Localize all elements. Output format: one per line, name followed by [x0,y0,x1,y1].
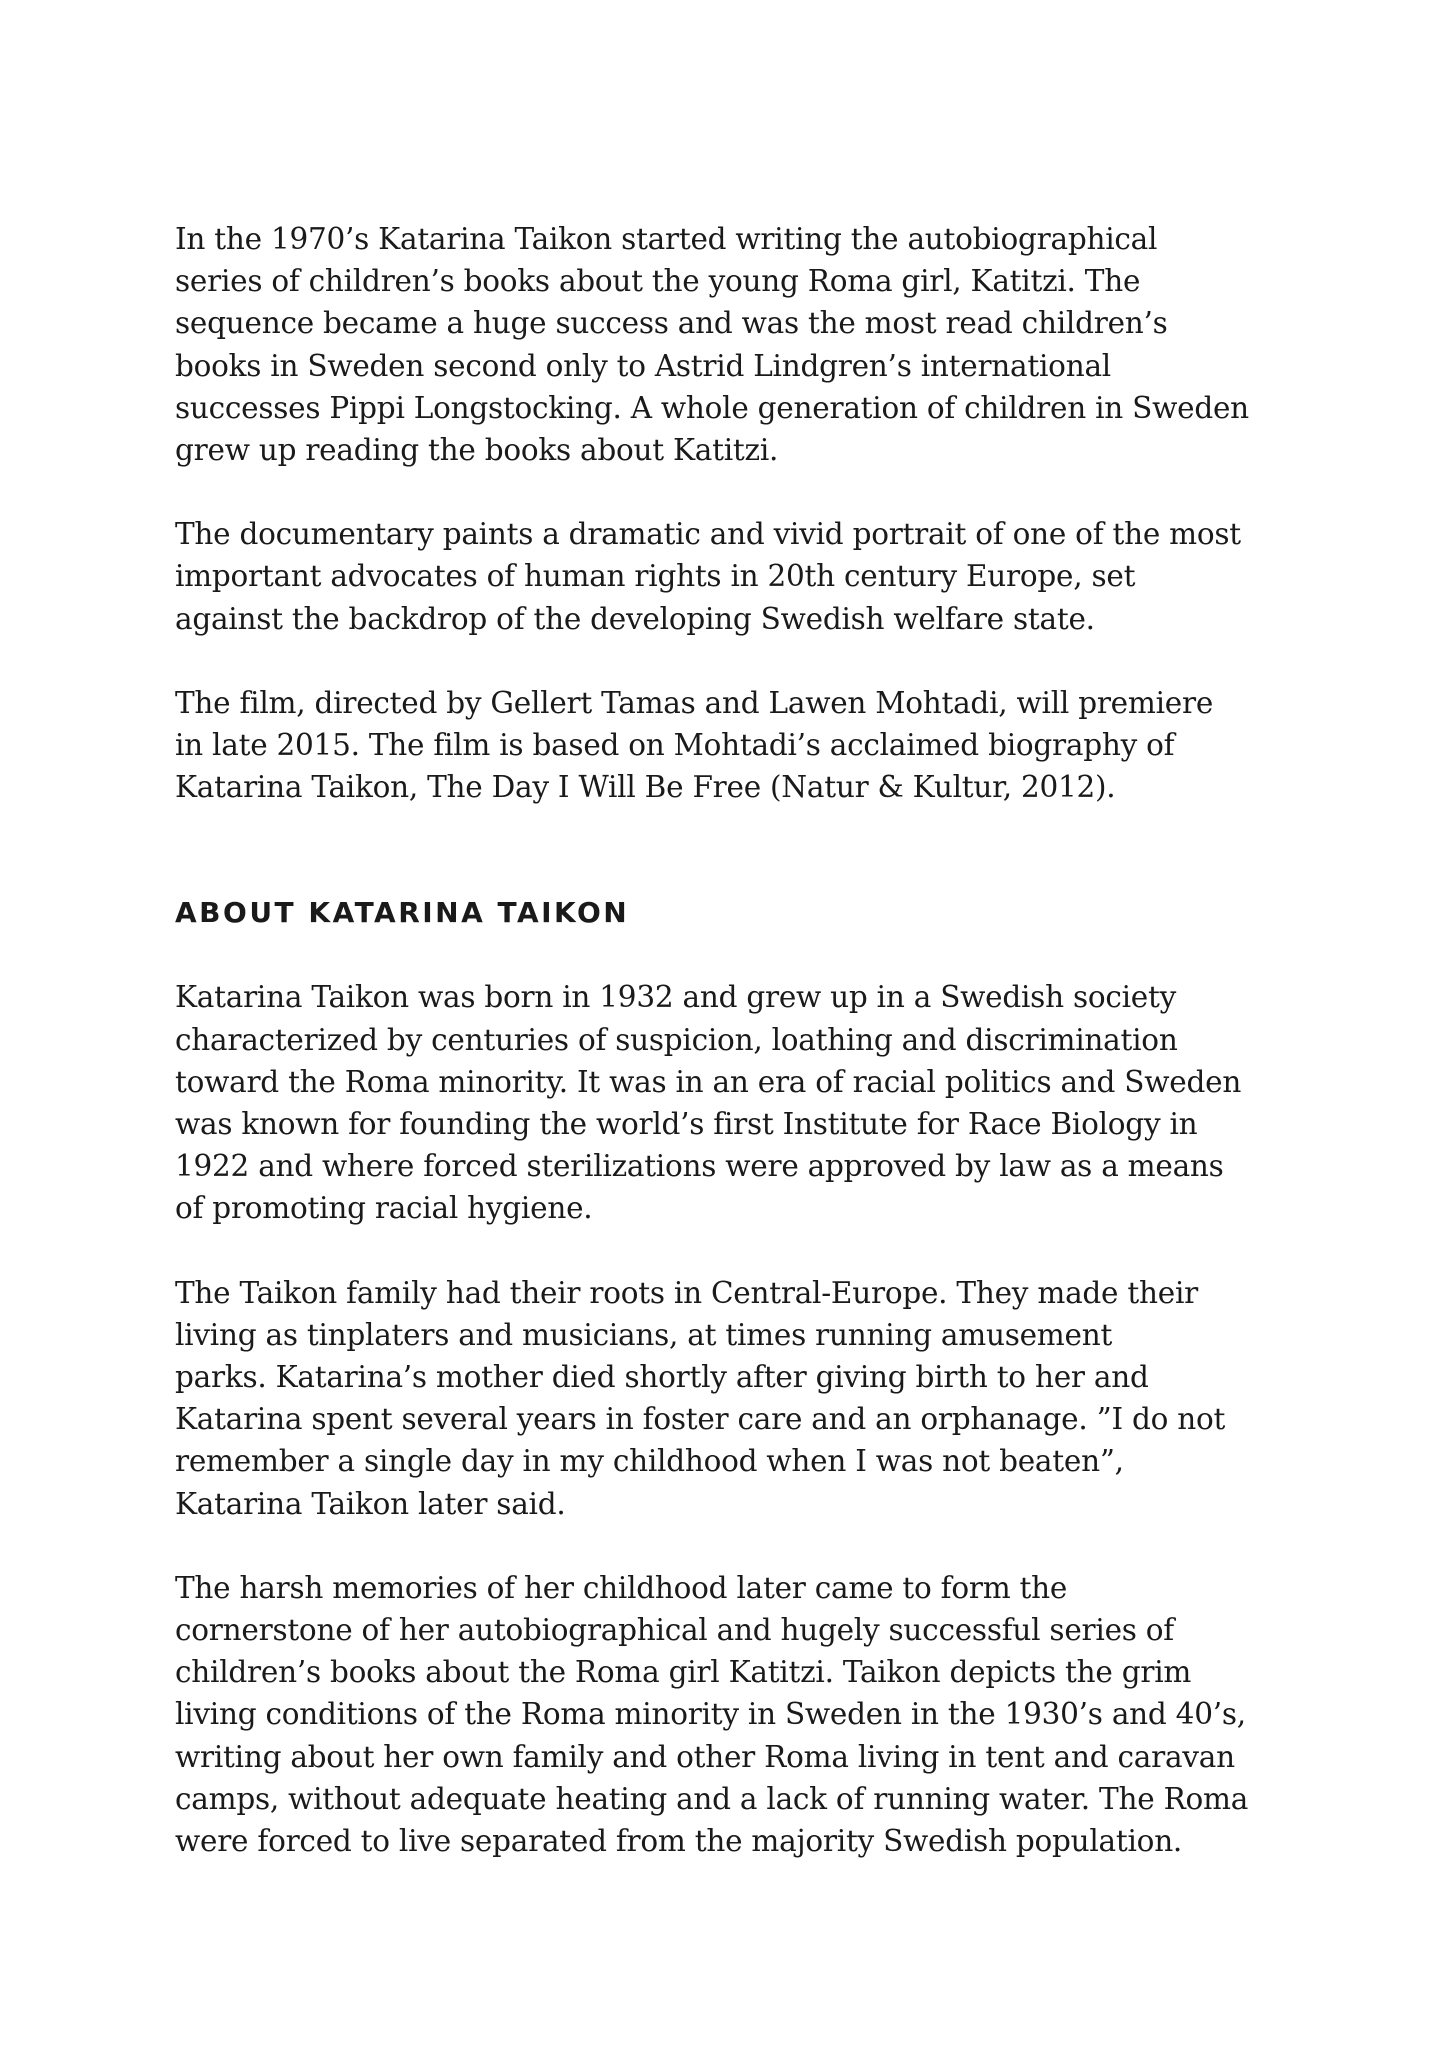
section-heading: ABOUT KATARINA TAIKON [175,896,630,930]
text-line: children’s books about the Roma girl Katitzi. Taikon depicts the grim [175,1655,1192,1690]
text-line: were forced to live separated from the majority Swedish population. [175,1824,1183,1859]
intro-paragraph-2 [175,513,1305,640]
text-line: cornerstone of her autobiographical and hugely successful series of [175,1613,1174,1648]
intro-paragraph-3 [175,682,1305,809]
text-line: toward the Roma minority. It was in an era of racial politics and Sweden [175,1064,1242,1099]
text-line: series of children’s books about the young Roma girl, Katitzi. The [175,264,1141,299]
text-line: living as tinplaters and musicians, at times running amusement [175,1317,1113,1352]
text-line: grew up reading the books about Katitzi. [175,433,779,468]
text-line: characterized by centuries of suspicion, loathing and discrimination [175,1022,1178,1057]
text-line: parks. Katarina’s mother died shortly after giving birth to her and [175,1360,1149,1395]
text-line: Katarina Taikon later said. [175,1486,566,1521]
about-paragraph-3 [175,1567,1305,1862]
text-line: remember a single day in my childhood when I was not beaten”, [175,1444,1124,1479]
text-line: In the 1970’s Katarina Taikon started writing the autobiographical [175,222,1158,256]
about-paragraph-2 [175,1272,1305,1525]
document-page [175,218,1305,1904]
text-line: Katarina Taikon was born in 1932 and grew up in a Swedish society [175,980,1177,1015]
intro-paragraph-1 [175,218,1305,471]
text-line: The documentary paints a dramatic and vivid portrait of one of the most [175,517,1241,552]
text-line: camps, without adequate heating and a lack of running water. The Roma [175,1781,1249,1816]
text-line: important advocates of human rights in 20th century Europe, set [175,559,1136,594]
text-line: The film, directed by Gellert Tamas and Lawen Mohtadi, will premiere [175,685,1214,720]
text-line: against the backdrop of the developing Swedish welfare state. [175,601,1095,636]
text-line: in late 2015. The film is based on Mohtadi’s acclaimed biography of [175,728,1175,763]
about-paragraph-1 [175,976,1305,1229]
text-line: writing about her own family and other Roma living in tent and caravan [175,1739,1235,1774]
text-line: The Taikon family had their roots in Central-Europe. They made their [175,1275,1198,1310]
text-line: living conditions of the Roma minority in Sweden in the 1930’s and 40’s, [175,1697,1246,1732]
text-line: successes Pippi Longstocking. A whole generation of children in Sweden [175,390,1249,425]
text-line: The harsh memories of her childhood later came to form the [175,1570,1068,1605]
text-line: of promoting racial hygiene. [175,1191,593,1226]
text-line: 1922 and where forced sterilizations were approved by law as a means [175,1149,1224,1184]
text-line: Katarina Taikon, The Day I Will Be Free (Natur & Kultur, 2012). [175,770,1116,805]
text-line: was known for founding the world’s first Institute for Race Biology in [175,1107,1198,1142]
text-line: sequence became a huge success and was the most read children’s [175,306,1168,341]
text-line: Katarina spent several years in foster care and an orphanage. ”I do not [175,1402,1226,1437]
text-line: books in Sweden second only to Astrid Lindgren’s international [175,348,1111,383]
